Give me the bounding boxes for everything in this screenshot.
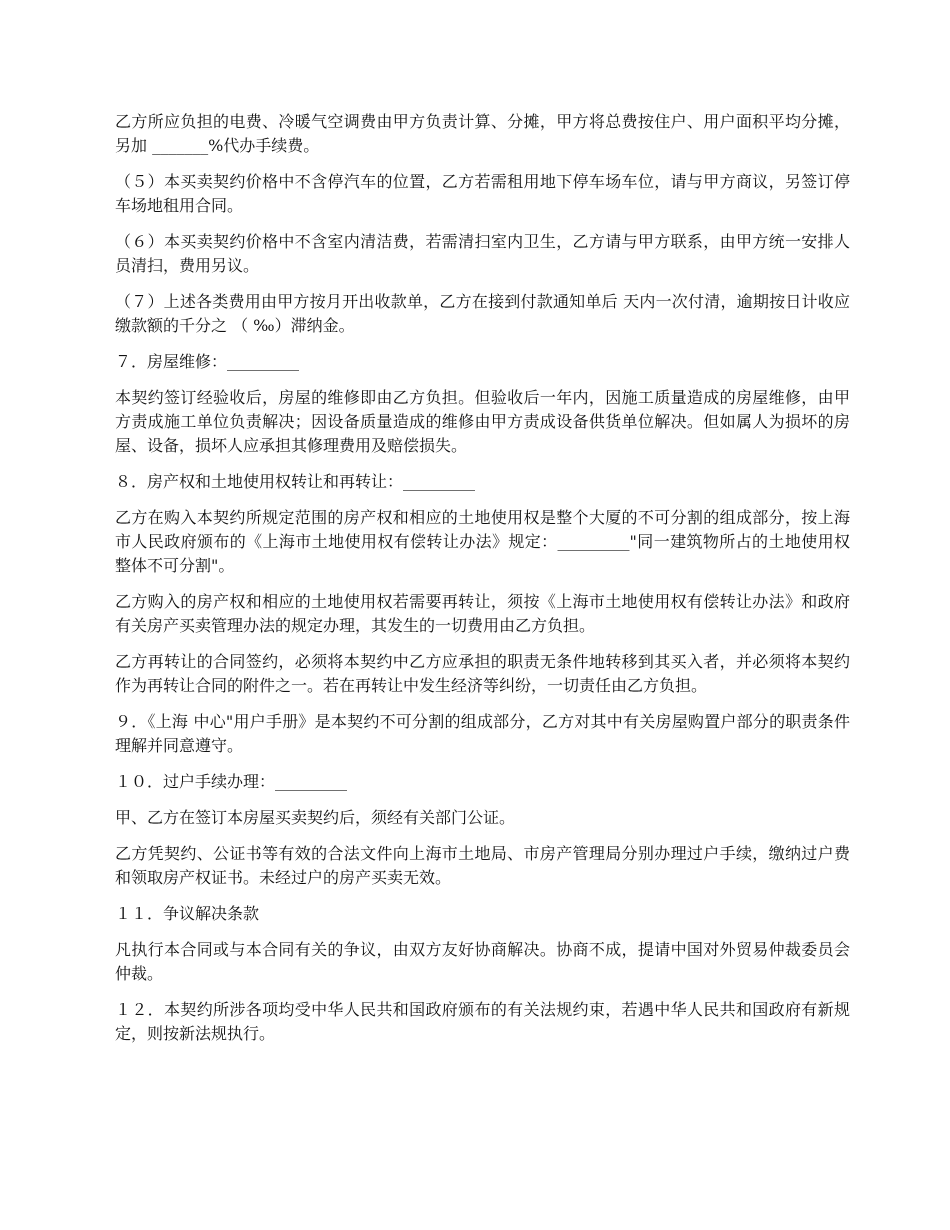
heading-section-11-disputes: １１．争议解决条款 [115,904,260,923]
paragraph-repairs: 本契约签订经验收后，房屋的维修即由乙方负担。但验收后一年内，因施工质量造成的房屋维修，由甲方责成施工单位负责解决；因设备质量造成的维修由甲方责成设备供货单位解决。但如属人为损坏的房屋、设备，损坏人应承担其修理费用及赔偿损失。 [115,388,850,455]
heading-section-7-repairs: ７．房屋维修：_________ [115,352,300,371]
paragraph-section-9-user-manual: ９．《上海 中心"用户手册》是本契约不可分割的组成部分，乙方对其中有关房屋购置户部分的职责条件理解并同意遵守。 [115,712,850,755]
paragraph-clause-5-parking: （５）本买卖契约价格中不含停汽车的位置，乙方若需租用地下停车场车位，请与甲方商议，另签订停车场地租用合同。 [115,172,850,215]
paragraph-retransfer-contract: 乙方再转让的合同签约，必须将本契约中乙方应承担的职责无条件地转移到其买入者，并必须将本契约作为再转让合同的附件之一。若在再转让中发生经济等纠纷，一切责任由乙方负担。 [115,652,850,695]
paragraph-notarization: 甲、乙方在签订本房屋买卖契约后，须经有关部门公证。 [115,808,516,827]
heading-section-8-transfer: ８．房产权和土地使用权转让和再转让：_________ [115,472,476,491]
document-body [115,110,850,1058]
paragraph-clause-6-cleaning: （６）本买卖契约价格中不含室内清洁费，若需清扫室内卫生，乙方请与甲方联系，由甲方统一安排人员清扫，费用另议。 [115,232,850,275]
paragraph-retransfer: 乙方购入的房产权和相应的土地使用权若需要再转让，须按《上海市土地使用权有偿转让办法》和政府有关房产买卖管理办法的规定办理，其发生的一切费用由乙方负担。 [115,592,850,635]
paragraph-registration-procedure: 乙方凭契约、公证书等有效的合法文件向上海市土地局、市房产管理局分别办理过户手续，缴纳过户费和领取房产权证书。未经过户的房产买卖无效。 [115,844,850,887]
heading-section-10-registration: １０．过户手续办理：_________ [115,772,348,791]
paragraph-fee-sharing: 乙方所应负担的电费、冷暖气空调费由甲方负责计算、分摊，甲方将总费按住户、用户面积平均分摊，另加 _______%代办手续费。 [115,112,850,155]
paragraph-transfer-indivisible: 乙方在购入本契约所规定范围的房产权和相应的土地使用权是整个大厦的不可分割的组成部分，按上海市人民政府颁布的《上海市土地使用权有偿转让办法》规定：_________"同一建筑物所占的土地使用权整体不可分割"。 [115,508,850,575]
paragraph-clause-7-payment: （７）上述各类费用由甲方按月开出收款单，乙方在接到付款通知单后 天内一次付清，逾期按日计收应缴款额的千分之 （ ‰）滞纳金。 [115,292,850,335]
paragraph-dispute-resolution: 凡执行本合同或与本合同有关的争议，由双方友好协商解决。协商不成，提请中国对外贸易仲裁委员会仲裁。 [115,940,850,983]
paragraph-section-12-governing-law: １２．本契约所涉各项均受中华人民共和国政府颁布的有关法规约束，若遇中华人民共和国政府有新规定，则按新法规执行。 [115,1000,850,1043]
